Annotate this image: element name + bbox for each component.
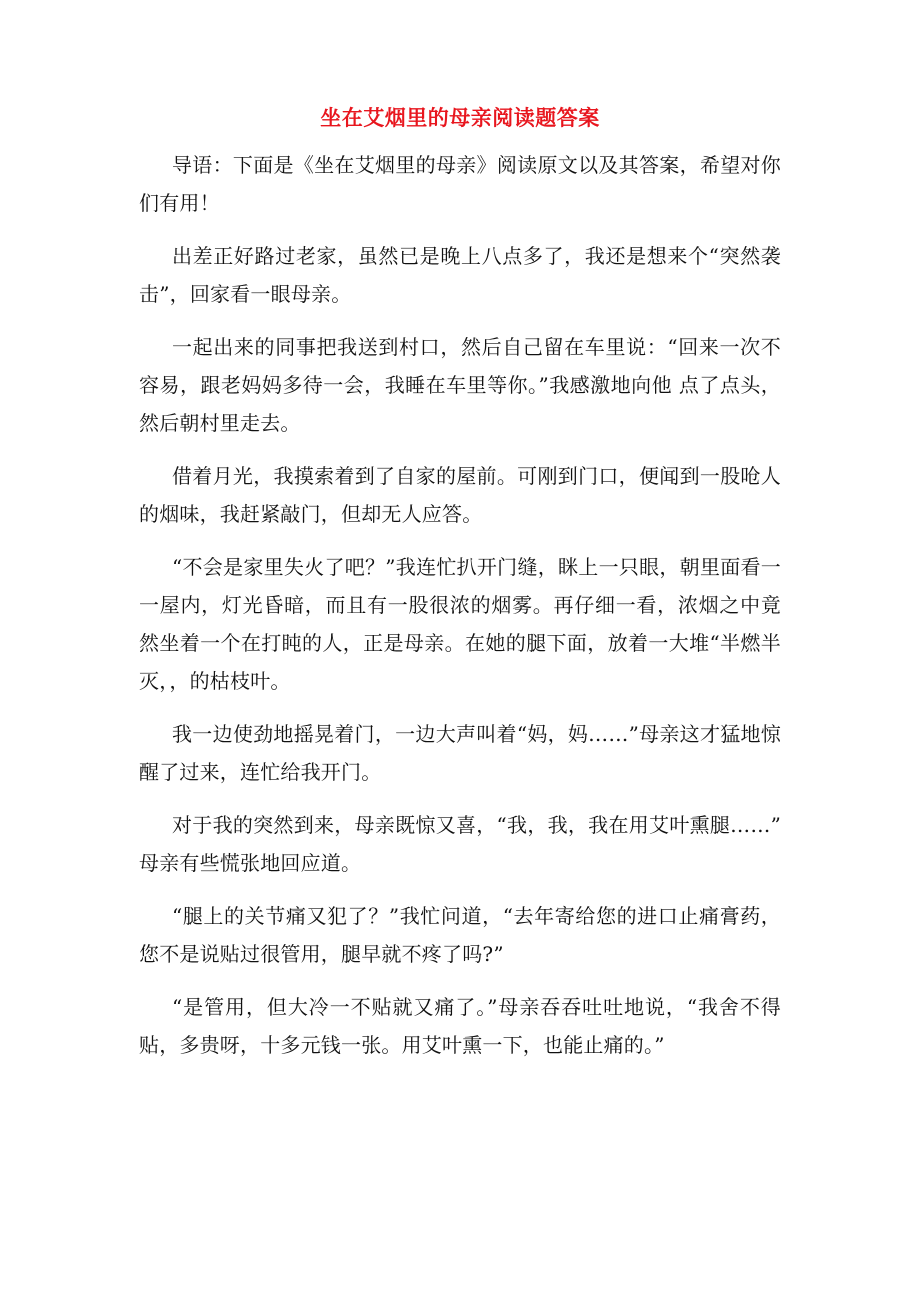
paragraph: 我一边使劲地摇晃着门，一边大声叫着“妈，妈……”母亲这才猛地惊醒了过来，连忙给我开门。: [139, 722, 781, 784]
paragraph: “不会是家里失火了吧？”我连忙扒开门缝，眯上一只眼，朝里面看一一屋内，灯光昏暗，而且有一股很浓的烟雾。再仔细一看，浓烟之中竟然坐着一个在打盹的人，正是母亲。在她的腿下面，放着一大堆“半燃半灭，，的枯枝叶。: [139, 555, 781, 693]
paragraph: 对于我的突然到来，母亲既惊又喜，“我，我，我在用艾叶熏腿……” 母亲有些慌张地回应道。: [139, 813, 781, 875]
paragraph: “是管用，但大冷一不贴就又痛了。”母亲吞吞吐吐地说，“我舍不得贴，多贵呀，十多元钱一张。用艾叶熏一下，也能止痛的。”: [139, 995, 781, 1057]
document-title: 坐在艾烟里的母亲阅读题答案: [320, 105, 600, 130]
paragraph: 一起出来的同事把我送到村口，然后自己留在车里说：“回来一次不容易，跟老妈妈多待一会，我睡在车里等你。”我感激地向他 点了点头，然后朝村里走去。: [139, 335, 781, 435]
paragraph: 出差正好路过老家，虽然已是晚上八点多了，我还是想来个“突然袭击”，回家看一眼母亲。: [139, 244, 781, 306]
paragraph-intro: 导语：下面是《坐在艾烟里的母亲》阅读原文以及其答案，希望对你们有用！: [139, 153, 781, 215]
document-body: [139, 146, 781, 1079]
paragraph: “腿上的关节痛又犯了？”我忙问道，“去年寄给您的进口止痛膏药，您不是说贴过很管用，腿早就不疼了吗?”: [139, 904, 781, 966]
paragraph: 借着月光，我摸索着到了自家的屋前。可刚到门口，便闻到一股呛人的烟味，我赶紧敲门，但却无人应答。: [139, 464, 781, 526]
